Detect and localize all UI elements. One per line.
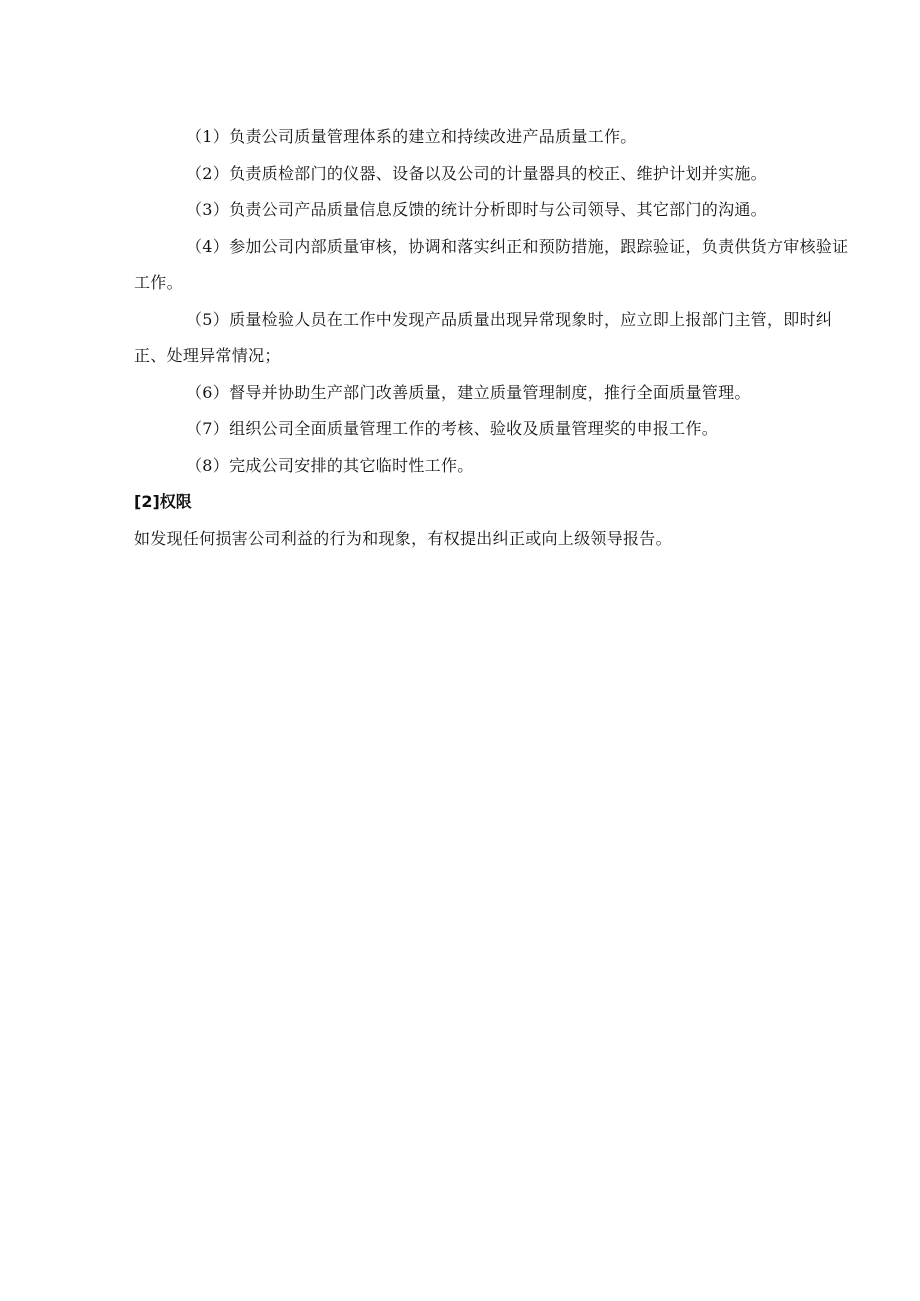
duty-item-4: （4）参加公司内部质量审核，协调和落实纠正和预防措施，跟踪验证，负责供货方审核验证工作。	[134, 236, 849, 292]
duty-item-7: （7）组织公司全面质量管理工作的考核、验收及质量管理奖的申报工作。	[186, 419, 719, 438]
duty-item-5: （5）质量检验人员在工作中发现产品质量出现异常现象时，应立即上报部门主管，即时纠正、处理异常情况；	[134, 309, 833, 365]
duty-item-3: （3）负责公司产品质量信息反馈的统计分析即时与公司领导、其它部门的沟通。	[186, 200, 767, 219]
duty-item-2: （2）负责质检部门的仪器、设备以及公司的计量器具的校正、维护计划并实施。	[186, 163, 767, 183]
section-heading-authority: [2]权限	[134, 492, 192, 511]
duty-item-8: （8）完成公司安排的其它临时性工作。	[186, 455, 474, 475]
authority-text: 如发现任何损害公司利益的行为和现象，有权提出纠正或向上级领导报告。	[134, 528, 672, 548]
duty-item-1: （1）负责公司质量管理体系的建立和持续改进产品质量工作。	[186, 127, 637, 146]
duty-item-6: （6）督导并协助生产部门改善质量，建立质量管理制度，推行全面质量管理。	[186, 382, 751, 402]
document-body	[134, 119, 854, 557]
